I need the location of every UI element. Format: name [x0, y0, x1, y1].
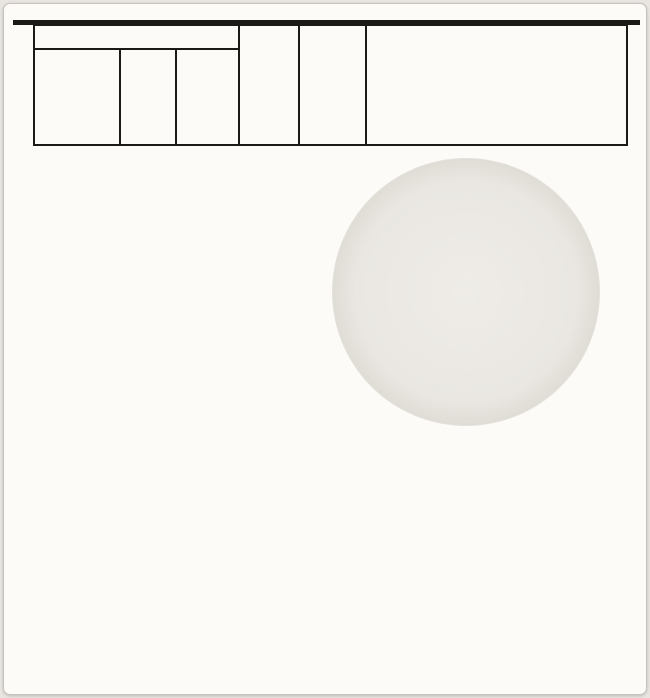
header-col-12mo — [34, 49, 120, 145]
header-col-weight — [299, 25, 366, 145]
cpi-table — [33, 24, 628, 146]
header-col-desc — [366, 25, 627, 145]
watermark-circle — [332, 158, 600, 426]
header-col-mom — [176, 49, 239, 145]
header-row-group — [34, 25, 627, 49]
header-col-index — [239, 25, 300, 145]
header-pct-change-group — [34, 25, 239, 49]
header-col-yoy — [120, 49, 176, 145]
